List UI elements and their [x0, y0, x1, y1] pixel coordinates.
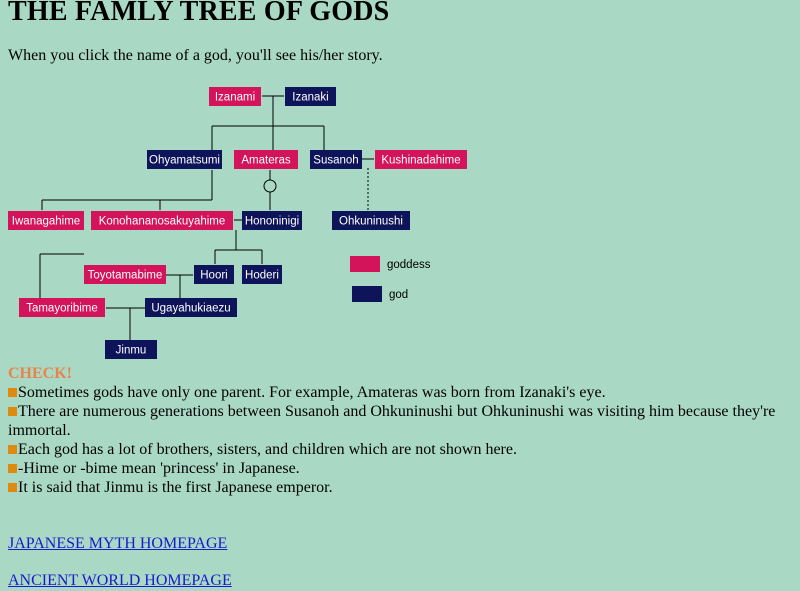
node-label[interactable]: Jinmu [115, 344, 147, 357]
check-item-text: It is said that Jinmu is the first Japanese emperor. [18, 479, 333, 496]
node-label[interactable]: Ohyamatsumi [149, 154, 220, 167]
check-item [8, 383, 800, 402]
node-label[interactable]: Kushinadahime [381, 154, 461, 167]
node-toyotamabime[interactable] [84, 265, 166, 284]
node-konohananosakuyahime[interactable] [91, 211, 233, 230]
node-label[interactable]: Izanami [214, 91, 256, 104]
node-label[interactable]: Ohkuninushi [339, 215, 403, 228]
page-title: THE FAMLY TREE OF GODS [8, 0, 390, 27]
bullet-icon [8, 388, 17, 397]
node-label[interactable]: Hoderi [245, 269, 279, 282]
node-label[interactable]: Susanoh [313, 154, 359, 167]
check-item [8, 459, 800, 478]
node-izanami[interactable] [209, 87, 261, 106]
family-tree-diagram [0, 80, 800, 370]
node-jinmu[interactable] [105, 340, 157, 359]
node-tamayoribime[interactable] [19, 298, 105, 317]
ancient-world-homepage-link[interactable]: ANCIENT WORLD HOMEPAGE [8, 572, 232, 589]
check-heading: CHECK! [8, 365, 72, 382]
check-section [8, 364, 800, 497]
node-label[interactable]: Ugayahukiaezu [151, 302, 231, 315]
check-item-text: Each god has a lot of brothers, sisters, and children which are not shown here. [18, 441, 517, 458]
bullet-icon [8, 445, 17, 454]
node-iwanagahime[interactable] [8, 211, 84, 230]
intro-text: When you click the name of a god, you'll see his/her story. [8, 47, 383, 64]
legend-swatch-god [352, 286, 382, 302]
node-amateras[interactable] [234, 150, 298, 169]
node-label[interactable]: Hoori [200, 269, 228, 282]
node-ohkuninushi[interactable] [332, 211, 410, 230]
check-item [8, 440, 800, 459]
check-item [8, 478, 800, 497]
bullet-icon [8, 483, 17, 492]
legend-label-goddess: goddess [387, 259, 431, 271]
legend-swatch-goddess [350, 256, 380, 272]
node-label[interactable]: Iwanagahime [11, 215, 81, 228]
node-label[interactable]: Hononinigi [244, 215, 300, 228]
node-ugayahukiaezu[interactable] [145, 298, 237, 317]
node-hoori[interactable] [194, 265, 234, 284]
bullet-icon [8, 464, 17, 473]
node-izanaki[interactable] [285, 87, 336, 106]
node-label[interactable]: Toyotamabime [87, 269, 163, 282]
node-hononinigi[interactable] [242, 211, 302, 230]
check-item [8, 402, 800, 440]
check-item-text: There are numerous generations between Susanoh and Ohkuninushi but Ohkuninushi was visiting him because they're immortal. [8, 403, 776, 439]
node-susanoh[interactable] [310, 150, 362, 169]
check-item-text: Sometimes gods have only one parent. For example, Amateras was born from Izanaki's eye. [18, 384, 606, 401]
node-label[interactable]: Konohananosakuyahime [98, 215, 226, 228]
node-label[interactable]: Tamayoribime [26, 302, 98, 315]
node-label[interactable]: Izanaki [292, 91, 329, 104]
bullet-icon [8, 407, 17, 416]
node-kushinadahime[interactable] [375, 150, 467, 169]
legend-label-god: god [389, 289, 409, 301]
node-ohyamatsumi[interactable] [147, 150, 222, 169]
eye-birth-marker [264, 180, 276, 192]
node-label[interactable]: Amateras [241, 154, 291, 167]
japanese-myth-homepage-link[interactable]: JAPANESE MYTH HOMEPAGE [8, 535, 228, 552]
check-item-text: -Hime or -bime mean 'princess' in Japanese. [18, 460, 300, 477]
node-hoderi[interactable] [242, 265, 282, 284]
